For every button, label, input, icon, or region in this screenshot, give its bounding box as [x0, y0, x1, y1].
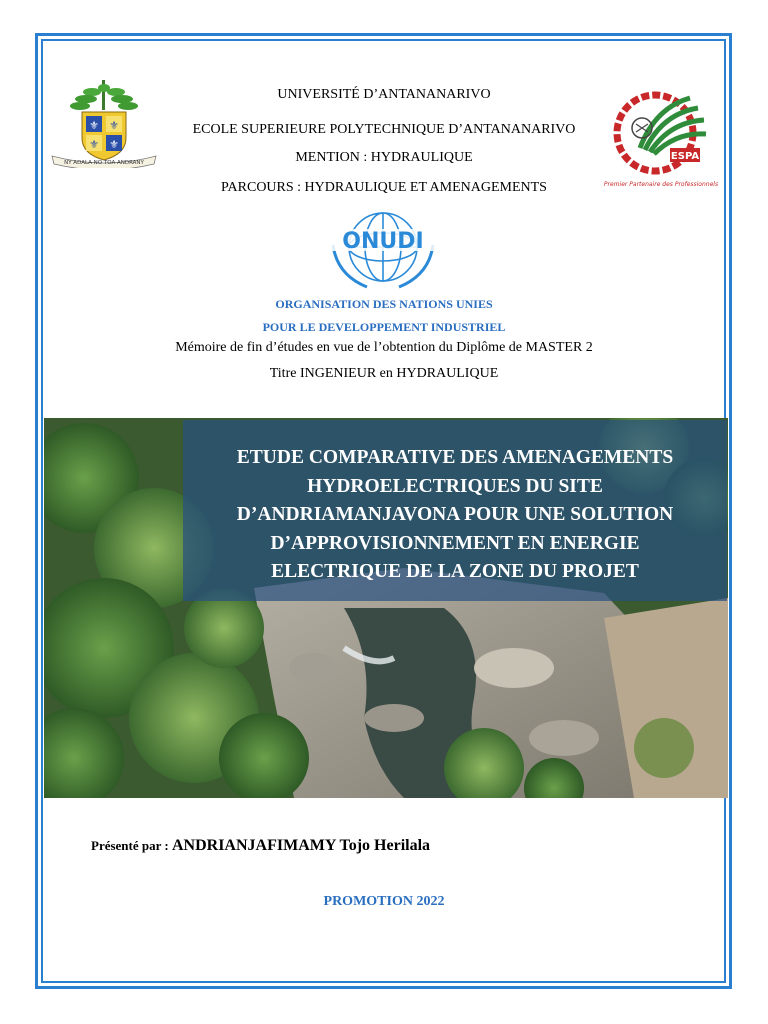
- school-name: ECOLE SUPERIEURE POLYTECHNIQUE D’ANTANANARIVO: [192, 122, 576, 137]
- memoire-line-1: Mémoire de fin d’études en vue de l’obtention du Diplôme de MASTER 2: [175, 340, 593, 355]
- svg-text:ESPA: ESPA: [670, 151, 700, 162]
- thesis-title-line: D’APPROVISIONNEMENT EN ENERGIE: [270, 532, 640, 554]
- university-motto: NY ADALA NO TOA ANDRANY: [64, 160, 144, 166]
- espa-caption: Premier Partenaire des Professionnels: [603, 181, 719, 188]
- promotion-year: PROMOTION 2022: [323, 894, 445, 909]
- author-name: ANDRIANJAFIMAMY Tojo Herilala: [171, 837, 431, 854]
- onudi-wordmark: ONUDI: [342, 229, 424, 254]
- svg-text:⚜: ⚜: [109, 138, 119, 151]
- organisation-line-2: POUR LE DEVELOPPEMENT INDUSTRIEL: [262, 320, 506, 334]
- university-name: UNIVERSITÉ D’ANTANANARIVO: [277, 87, 491, 102]
- thesis-title-line: HYDROELECTRIQUES DU SITE: [307, 475, 603, 497]
- svg-text:⚜: ⚜: [89, 119, 99, 132]
- presented-by: [91, 837, 430, 855]
- memoire-line-2: Titre INGENIEUR en HYDRAULIQUE: [269, 366, 499, 381]
- parcours: PARCOURS : HYDRAULIQUE ET AMENAGEMENTS: [221, 180, 547, 195]
- presented-by-label: Présenté par :: [91, 838, 172, 853]
- organisation-line-1: ORGANISATION DES NATIONS UNIES: [275, 297, 493, 311]
- thesis-title-line: ETUDE COMPARATIVE DES AMENAGEMENTS: [236, 447, 674, 468]
- onudi-logo: [327, 205, 439, 289]
- thesis-title-line: D’ANDRIAMANJAVONA POUR UNE SOLUTION: [236, 504, 674, 525]
- svg-text:⚜: ⚜: [89, 138, 99, 151]
- thesis-title-box: [183, 420, 727, 601]
- thesis-title-line: ELECTRIQUE DE LA ZONE DU PROJET: [271, 561, 639, 582]
- mention: MENTION : HYDRAULIQUE: [295, 150, 473, 165]
- svg-text:⚜: ⚜: [109, 119, 119, 132]
